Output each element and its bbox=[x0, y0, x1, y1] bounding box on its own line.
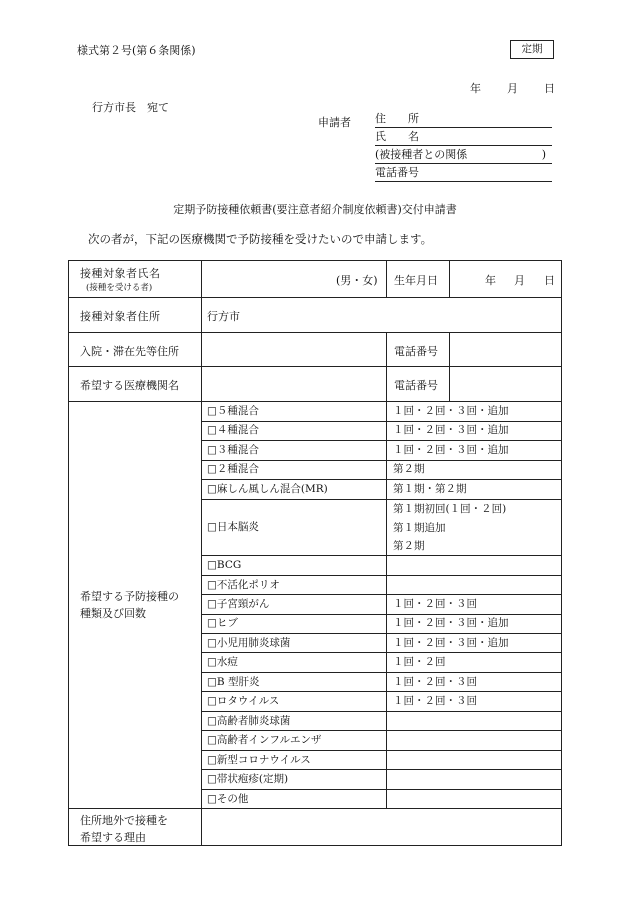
vaccine-schedule[interactable]: １回・２回・３回 bbox=[393, 695, 477, 707]
vaccine-schedule[interactable]: １回・２回・３回・追加 bbox=[393, 637, 509, 649]
birth-day[interactable]: 日 bbox=[544, 274, 555, 287]
reason-label-2: 希望する理由 bbox=[80, 831, 146, 844]
vaccine-item[interactable]: □高齢者肺炎球菌 bbox=[207, 715, 291, 727]
reason-input[interactable] bbox=[202, 809, 561, 845]
vaccine-type-label-2: 種類及び回数 bbox=[80, 607, 146, 620]
birth-year[interactable]: 年 bbox=[485, 274, 496, 287]
vaccine-item[interactable]: □新型コロナウイルス bbox=[207, 754, 311, 766]
vaccine-item[interactable]: □子宮頸がん bbox=[207, 598, 270, 610]
clinic-phone-input[interactable] bbox=[450, 367, 561, 401]
applicant-relation-field[interactable] bbox=[375, 147, 552, 164]
vaccine-schedule[interactable]: １回・２回 bbox=[393, 656, 446, 668]
vaccine-schedule[interactable]: １回・２回・３回 bbox=[393, 676, 477, 688]
vaccine-schedule[interactable]: １回・２回・３回 bbox=[393, 598, 477, 610]
applicant-address-field[interactable] bbox=[375, 111, 552, 128]
vaccine-item[interactable]: □不活化ポリオ bbox=[207, 579, 280, 591]
vaccine-item[interactable]: □日本脳炎 bbox=[207, 521, 259, 533]
vaccine-schedule[interactable]: 第１期・第２期 bbox=[393, 483, 467, 495]
vaccine-item[interactable]: □ロタウイルス bbox=[207, 695, 280, 707]
applicant-address-label: 住 所 bbox=[375, 112, 419, 125]
vaccine-item[interactable]: □麻しん風しん混合(MR) bbox=[207, 483, 328, 495]
birth-date-label: 生年月日 bbox=[394, 274, 438, 287]
vaccine-schedule[interactable]: １回・２回・３回・追加 bbox=[393, 444, 509, 456]
vaccine-item[interactable]: □小児用肺炎球菌 bbox=[207, 637, 291, 649]
clinic-label: 希望する医療機関名 bbox=[80, 379, 179, 392]
vaccine-item[interactable]: □４種混合 bbox=[207, 424, 259, 436]
vaccine-schedule[interactable]: 第１期追加 bbox=[393, 522, 446, 534]
vaccine-schedule[interactable]: １回・２回・３回・追加 bbox=[393, 617, 509, 629]
applicant-phone-field[interactable] bbox=[375, 165, 552, 182]
vaccine-item[interactable]: □ヒブ bbox=[207, 617, 238, 629]
vaccine-schedule[interactable]: 第２期 bbox=[393, 540, 425, 552]
date-month: 月 bbox=[507, 82, 518, 95]
vaccine-item[interactable]: □その他 bbox=[207, 793, 249, 805]
stay-phone-label: 電話番号 bbox=[394, 345, 438, 358]
subject-address-label: 接種対象者住所 bbox=[80, 310, 161, 323]
vaccine-item[interactable]: □BCG bbox=[207, 559, 242, 571]
vaccine-schedule[interactable]: 第１期初回(１回・２回) bbox=[393, 503, 507, 515]
vaccine-type-label-1: 希望する予防接種の bbox=[80, 590, 179, 603]
vaccine-schedule[interactable]: 第２期 bbox=[393, 463, 425, 475]
clinic-phone-label: 電話番号 bbox=[394, 379, 438, 392]
vaccine-item[interactable]: □B 型肝炎 bbox=[207, 676, 260, 688]
stay-phone-input[interactable] bbox=[450, 333, 561, 367]
date-day: 日 bbox=[544, 82, 555, 95]
regular-badge: 定期 bbox=[510, 40, 554, 59]
stay-address-label: 入院・滞在先等住所 bbox=[80, 345, 179, 358]
addressee: 行方市長 宛て bbox=[92, 101, 169, 114]
vaccine-item[interactable]: □高齢者インフルエンザ bbox=[207, 734, 322, 746]
vaccine-item[interactable]: □５種混合 bbox=[207, 405, 259, 417]
date-year: 年 bbox=[470, 82, 481, 95]
applicant-relation-label: (被接種者との関係 bbox=[375, 148, 468, 161]
relation-close-paren: ) bbox=[541, 148, 546, 161]
gender-choice[interactable]: (男・女) bbox=[336, 274, 378, 287]
reason-label-1: 住所地外で接種を bbox=[80, 814, 168, 827]
applicant-name-label: 氏 名 bbox=[375, 130, 419, 143]
intro-text: 次の者が，下記の医療機関で予防接種を受けたいので申請します。 bbox=[88, 232, 433, 246]
subject-name-label: 接種対象者氏名 bbox=[80, 267, 161, 280]
vaccine-schedule[interactable]: １回・２回・３回・追加 bbox=[393, 405, 509, 417]
form-number: 様式第２号(第６条関係) bbox=[77, 44, 196, 57]
subject-address-value[interactable]: 行方市 bbox=[207, 310, 240, 323]
vaccine-schedule[interactable]: １回・２回・３回・追加 bbox=[393, 424, 509, 436]
subject-name-sublabel: (接種を受ける者) bbox=[86, 283, 153, 293]
vaccine-item[interactable]: □水痘 bbox=[207, 656, 238, 668]
applicant-phone-label: 電話番号 bbox=[375, 166, 419, 179]
applicant-label: 申請者 bbox=[318, 116, 351, 129]
clinic-input[interactable] bbox=[202, 367, 384, 401]
birth-month[interactable]: 月 bbox=[514, 274, 525, 287]
vaccine-item[interactable]: □帯状疱疹(定期) bbox=[207, 773, 289, 785]
form-title: 定期予防接種依頼書(要注意者紹介制度依頼書)交付申請書 bbox=[173, 203, 457, 216]
applicant-name-field[interactable] bbox=[375, 129, 552, 146]
application-date bbox=[470, 80, 555, 96]
vaccine-item[interactable]: □３種混合 bbox=[207, 444, 259, 456]
stay-address-input[interactable] bbox=[202, 333, 384, 367]
vaccine-item[interactable]: □２種混合 bbox=[207, 463, 259, 475]
